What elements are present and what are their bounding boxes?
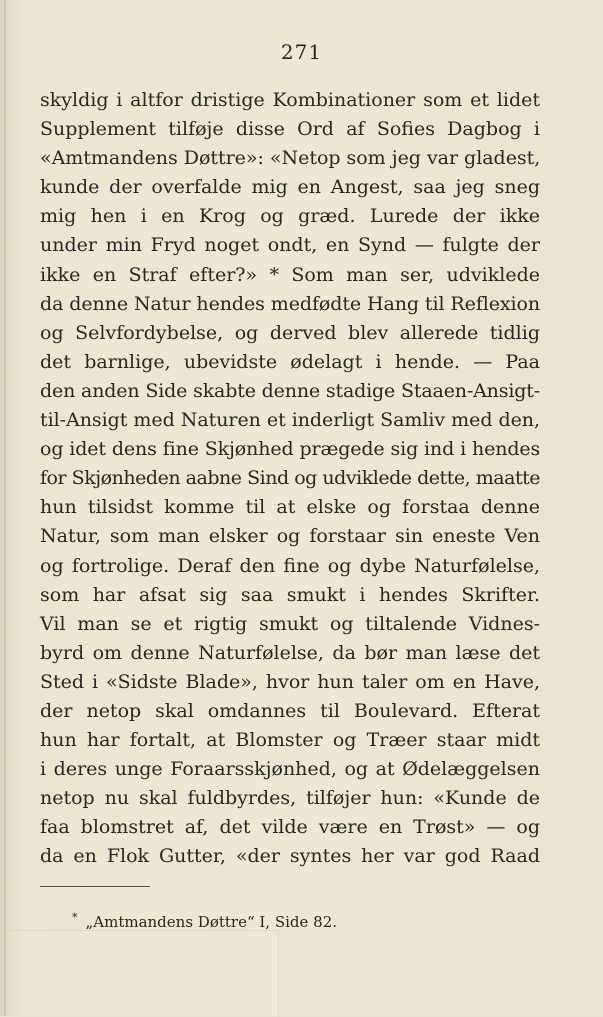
text-line: for Skjønheden aabne Sind og udviklede dette, maatte xyxy=(40,467,541,490)
text-line: og Selvfordybelse, og derved blev allerede tidlig xyxy=(40,321,540,344)
text-line: da denne Natur hendes medfødte Hang til Reflexion xyxy=(40,292,541,315)
text-line: Supplement tilføje disse Ord af Sofies Dagbog i xyxy=(40,118,540,141)
footnote xyxy=(72,911,492,931)
text-line: skyldig i altfor dristige Kombinationer som et lidet xyxy=(40,89,540,111)
text-line: Sted i «Sidste Blade», hvor hun taler om en Have, xyxy=(40,670,540,693)
text-line: byrd om denne Naturfølelse, da bør man læse det xyxy=(40,641,540,664)
footnote-marker: * xyxy=(72,911,78,924)
text-line: i deres unge Foraarsskjønhed, og at Ødelæggelsen xyxy=(40,758,540,781)
text-line: til-Ansigt med Naturen et inderligt Samliv med den, xyxy=(40,409,540,432)
text-line: netop nu skal fuldbyrdes, tilføjer hun: «Kunde de xyxy=(40,787,540,810)
text-line: hun har fortalt, at Blomster og Træer staar midt xyxy=(40,729,540,752)
text-line: hun tilsidst komme til at elske og forstaa denne xyxy=(40,496,540,519)
text-line: ikke en Straf efter?» * Som man ser, udviklede xyxy=(40,263,540,286)
page-number: 271 xyxy=(280,40,323,64)
text-line: kunde der overfalde mig en Angest, saa jeg sneg xyxy=(40,176,540,199)
text-line: den anden Side skabte denne stadige Staaen-Ansigt- xyxy=(40,379,540,402)
body-text xyxy=(40,86,540,872)
text-line: «Amtmandens Døttre»: «Netop som jeg var gladest, xyxy=(40,147,541,170)
text-line: det barnlige, ubevidste ødelagt i hende. — Paa xyxy=(40,350,540,373)
text-line: faa blomstret af, det vilde være en Trøst» — og xyxy=(40,816,540,839)
text-line: mig hen i en Krog og græd. Lurede der ikke xyxy=(40,205,540,228)
text-line: og idet dens fine Skjønhed prægede sig ind i hendes xyxy=(40,438,541,461)
text-line: under min Fryd noget ondt, en Synd — fulgte der xyxy=(40,234,540,257)
text-line: Natur, som man elsker og forstaar sin eneste Ven xyxy=(40,525,540,548)
text-line: og fortrolige. Deraf den fine og dybe Naturfølelse, xyxy=(40,554,540,577)
text-line: Vil man se et rigtig smukt og tiltalende Vidnes- xyxy=(40,612,540,635)
page-gutter xyxy=(4,0,6,1016)
footnote-divider xyxy=(40,886,150,887)
text-line: da en Flok Gutter, «der syntes her var god Raad xyxy=(40,845,540,868)
text-line: der netop skal omdannes til Boulevard. Efterat xyxy=(40,699,540,722)
text-line: som har afsat sig saa smukt i hendes Skrifter. xyxy=(40,583,540,606)
footnote-text: „Amtmandens Døttre“ I, Side 82. xyxy=(85,913,338,931)
page-stain xyxy=(8,930,279,1017)
